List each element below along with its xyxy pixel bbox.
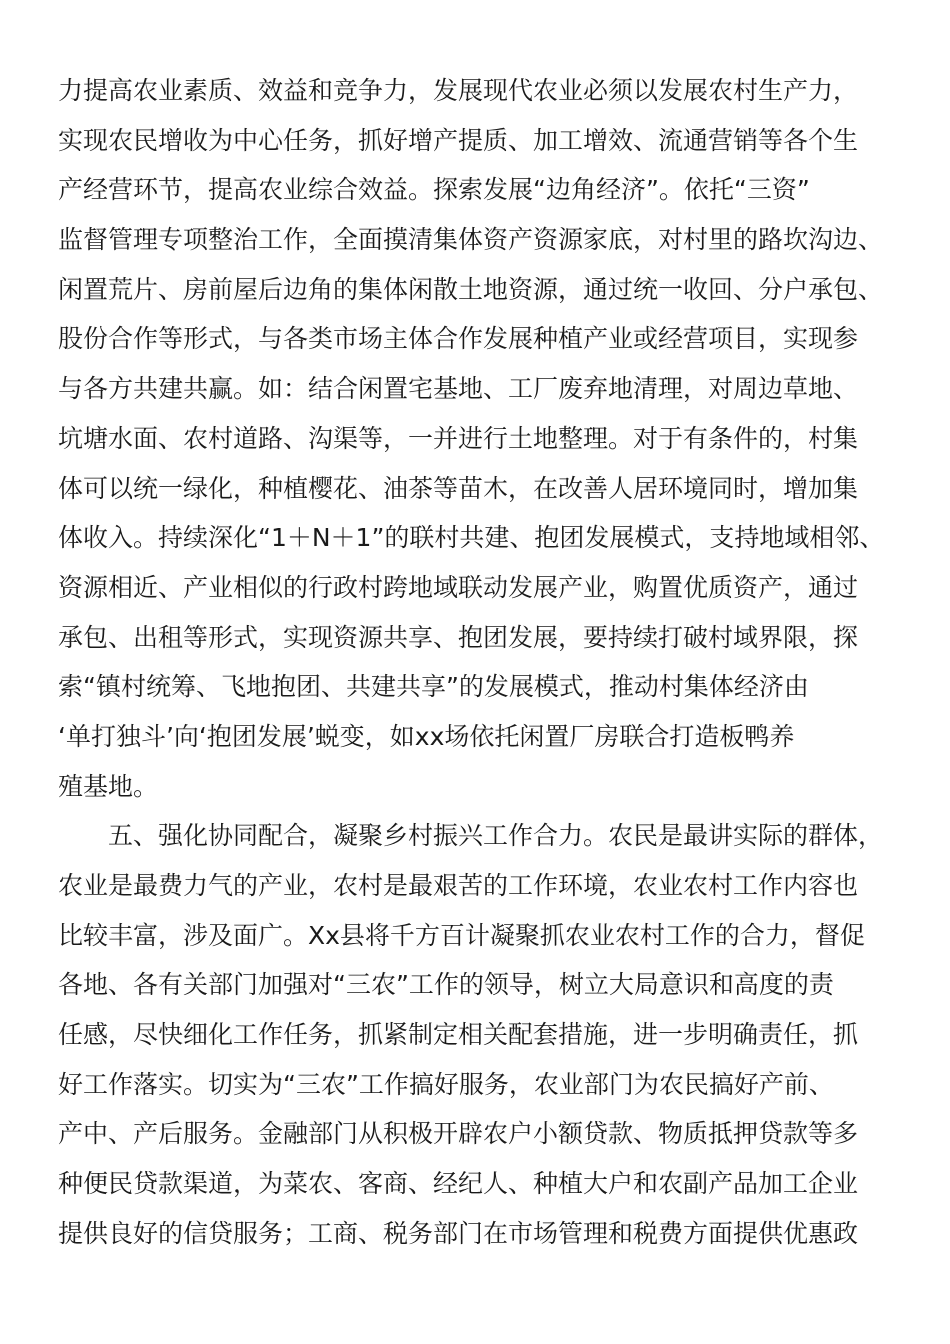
text-line: 坑塘水面、农村道路、沟渠等，一并进行土地整理。对于有条件的，村集	[58, 423, 859, 453]
text-line: 监督管理专项整治工作，全面摸清集体资产资源家底，对村里的路坎沟边、	[58, 225, 884, 255]
text-line: 各地、各有关部门加强对“三农”工作的领导，树立大局意识和高度的责	[58, 970, 834, 1000]
text-line: 任感，尽快细化工作任务，抓紧制定相关配套措施，进一步明确责任，抓	[58, 1020, 859, 1050]
text-line: 与各方共建共赢。如：结合闲置宅基地、工厂废弃地清理，对周边草地、	[58, 374, 859, 404]
text-line: 好工作落实。切实为“三农”工作搞好服务，农业部门为农民搞好产前、	[58, 1069, 834, 1099]
text-line: ‘单打独斗’向‘抱团发展’蜕变，如xx场依托闲置厂房联合打造板鸭养	[58, 721, 795, 751]
text-line: 股份合作等形式，与各类市场主体合作发展种植产业或经营项目，实现参	[58, 324, 859, 354]
text-line: 农业是最费力气的产业，农村是最艰苦的工作环境，农业农村工作内容也	[58, 871, 859, 900]
text-line: 体收入。持续深化“1＋N＋1”的联村共建、抱团发展模式，支持地域相邻、	[58, 523, 885, 553]
text-line: 提供良好的信贷服务；工商、税务部门在市场管理和税费方面提供优惠政	[58, 1218, 859, 1248]
text-line: 体可以统一绿化，种植樱花、油茶等苗木，在改善人居环境同时，增加集	[58, 473, 859, 503]
text-line: 实现农民增收为中心任务，抓好增产提质、加工增效、流通营销等各个生	[58, 125, 859, 155]
text-line: 殖基地。	[58, 771, 159, 801]
text-line: 资源相近、产业相似的行政村跨地域联动发展产业，购置优质资产，通过	[58, 572, 859, 602]
text-line: 闲置荒片、房前屋后边角的集体闲散土地资源，通过统一收回、分户承包、	[58, 274, 884, 304]
text-line: 力提高农业素质、效益和竞争力，发展现代农业必须以发展农村生产力，	[58, 76, 859, 105]
text-line: 产中、产后服务。金融部门从积极开辟农户小额贷款、物质抵押贷款等多	[58, 1119, 859, 1149]
body-text	[58, 66, 898, 1259]
text-line: 索“镇村统筹、飞地抱团、共建共享”的发展模式，推动村集体经济由	[58, 672, 809, 702]
text-line: 比较丰富，涉及面广。Xx县将千方百计凝聚抓农业农村工作的合力，督促	[58, 920, 865, 950]
text-line: 产经营环节，提高农业综合效益。探索发展“边角经济”。依托“三资”	[58, 175, 810, 205]
section-five-first-line: 五、强化协同配合，凝聚乡村振兴工作合力。农民是最讲实际的群体，	[108, 821, 884, 851]
text-line: 承包、出租等形式，实现资源共享、抱团发展，要持续打破村域界限，探	[58, 622, 859, 652]
text-line: 种便民贷款渠道，为菜农、客商、经纪人、种植大户和农副产品加工企业	[58, 1169, 859, 1199]
